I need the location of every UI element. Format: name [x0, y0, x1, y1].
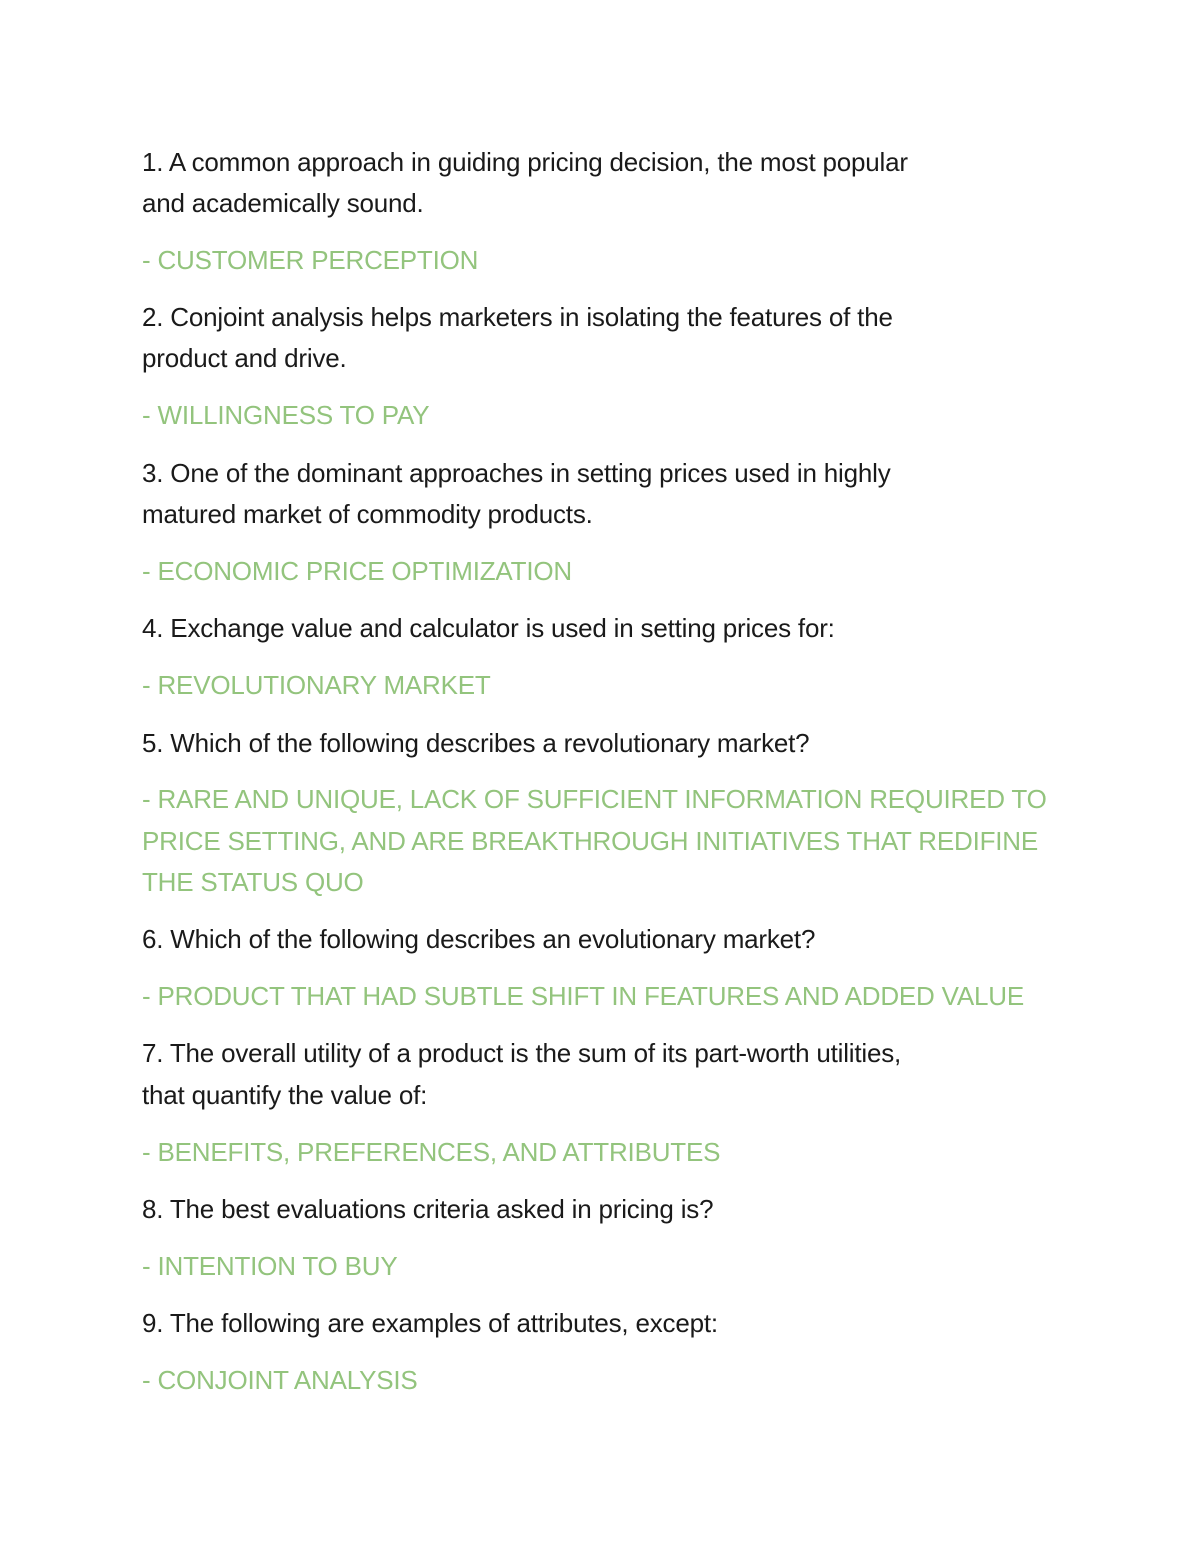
question-1-line-2: and academically sound.	[142, 188, 424, 218]
question-7-line-1: 7. The overall utility of a product is the sum of its part-worth utilities,	[142, 1038, 902, 1068]
answer-7-line-1: - BENEFITS, PREFERENCES, AND ATTRIBUTES	[142, 1137, 721, 1167]
question-8-line-1: 8. The best evaluations criteria asked in pricing is?	[142, 1194, 714, 1224]
question-2-line-2: product and drive.	[142, 343, 347, 373]
answer-8-line-1: - INTENTION TO BUY	[142, 1251, 398, 1281]
answer-6-line-1: - PRODUCT THAT HAD SUBTLE SHIFT IN FEATURES AND ADDED VALUE	[142, 981, 1024, 1011]
question-2-line-1: 2. Conjoint analysis helps marketers in isolating the features of the	[142, 302, 893, 332]
answer-9-line-1: - CONJOINT ANALYSIS	[142, 1365, 418, 1395]
question-7-line-2: that quantify the value of:	[142, 1080, 428, 1110]
answer-1-line-1: - CUSTOMER PERCEPTION	[142, 245, 479, 275]
question-3-line-1: 3. One of the dominant approaches in setting prices used in highly	[142, 458, 891, 488]
answer-5-line-3: THE STATUS QUO	[142, 867, 364, 897]
answer-2-line-1: - WILLINGNESS TO PAY	[142, 400, 430, 430]
answer-4-line-1: - REVOLUTIONARY MARKET	[142, 670, 491, 700]
answer-5-line-2: PRICE SETTING, AND ARE BREAKTHROUGH INITIATIVES THAT REDIFINE	[142, 826, 1039, 856]
question-6-line-1: 6. Which of the following describes an evolutionary market?	[142, 924, 816, 954]
answer-5-line-1: - RARE AND UNIQUE, LACK OF SUFFICIENT INFORMATION REQUIRED TO	[142, 784, 1047, 814]
answer-3-line-1: - ECONOMIC PRICE OPTIMIZATION	[142, 556, 572, 586]
question-9-line-1: 9. The following are examples of attributes, except:	[142, 1308, 718, 1338]
question-1-line-1: 1. A common approach in guiding pricing decision, the most popular	[142, 147, 908, 177]
question-5-line-1: 5. Which of the following describes a revolutionary market?	[142, 728, 810, 758]
question-4-line-1: 4. Exchange value and calculator is used in setting prices for:	[142, 613, 835, 643]
question-3-line-2: matured market of commodity products.	[142, 499, 593, 529]
